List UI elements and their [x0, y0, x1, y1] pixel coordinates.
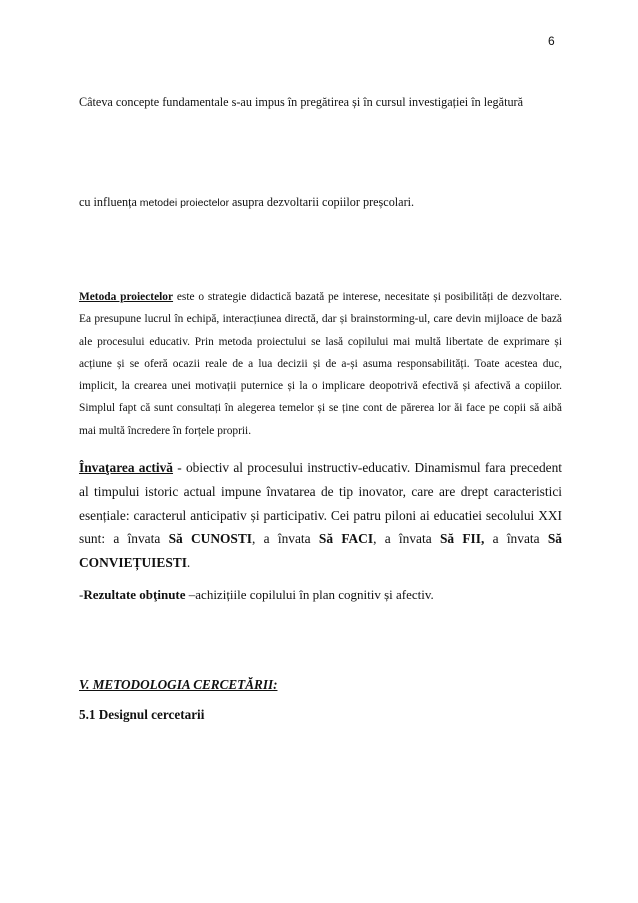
- paragraph-rezultate: [79, 585, 562, 605]
- term-rezultate: Rezultate obţinute: [83, 587, 186, 602]
- intro-line-2c: asupra dezvoltarii copiilor preșcolari.: [232, 195, 415, 209]
- term-invatarea-activa: Învaţarea activă: [79, 460, 174, 475]
- pillar-3: Să FII,: [439, 531, 485, 547]
- pillar-sep-2: , a învata: [373, 531, 440, 547]
- pillar-2: Să FACI: [318, 531, 374, 547]
- subsection-heading: 5.1 Designul cercetarii: [79, 707, 205, 722]
- intro-line-2: [79, 193, 562, 212]
- pillar-end: .: [186, 555, 191, 571]
- intro-line-1: [79, 93, 562, 111]
- page-number: 6: [548, 34, 555, 48]
- intro-line-1-text: Câteva concepte fundamentale s-au impus în pregătirea și în cursul investigației în legătură: [79, 95, 524, 109]
- rezultate-prefix: -: [79, 587, 84, 602]
- intro-line-2b: metodei proiectelor: [136, 197, 233, 209]
- pillar-sep-3: a învata: [484, 531, 548, 547]
- paragraph-invatarea-activa: [79, 456, 562, 575]
- pillar-4: Să CONVIEȚUIESTI: [79, 531, 562, 571]
- pillar-sep-1: , a învata: [252, 531, 319, 547]
- invatare-text: - obiectiv al procesului instructiv-educativ. Dinamismul fara precedent al timpului istoric actual impune învatarea de tip inovator, care are drept caracteristici esențiale: caracterul anticipativ și participativ. Cei patru piloni ai educatiei secolului XXI sunt: a învata: [79, 460, 562, 547]
- term-metoda-proiectelor: Metoda proiectelor: [79, 291, 174, 303]
- paragraph-metoda-proiectelor: [79, 286, 562, 442]
- metoda-text: este o strategie didactică bazată pe interese, necesitate și posibilități de dezvoltare. Ea presupune lucrul în echipă, interacțiunea directă, dar și brainstorming-ul, care devin mijloace de bază ale procesului educativ. Prin metoda proiectului se lasă copilului mai multă libertate de exprimare și acțiune și se oferă ocazii reale de a lua decizii și de a-și asuma responsabilități. Toate acestea duc, implicit, la crearea unei motivații puternice și la o implicare deopotrivă efectivă și afectivă a copiilor. Simplul fapt că sunt consultați în alegerea temelor și se ține cont de părerea lor ăi face pe copii să aibă mai multă încredere în forțele proprii.: [79, 291, 562, 437]
- rezultate-text: –achizițiile copilului în plan cognitiv și afectiv.: [185, 587, 434, 602]
- section-heading: V. METODOLOGIA CERCETĂRII:: [79, 677, 278, 692]
- pillar-1: Să CUNOSTI: [168, 531, 253, 547]
- intro-line-2a: cu influența: [79, 195, 137, 209]
